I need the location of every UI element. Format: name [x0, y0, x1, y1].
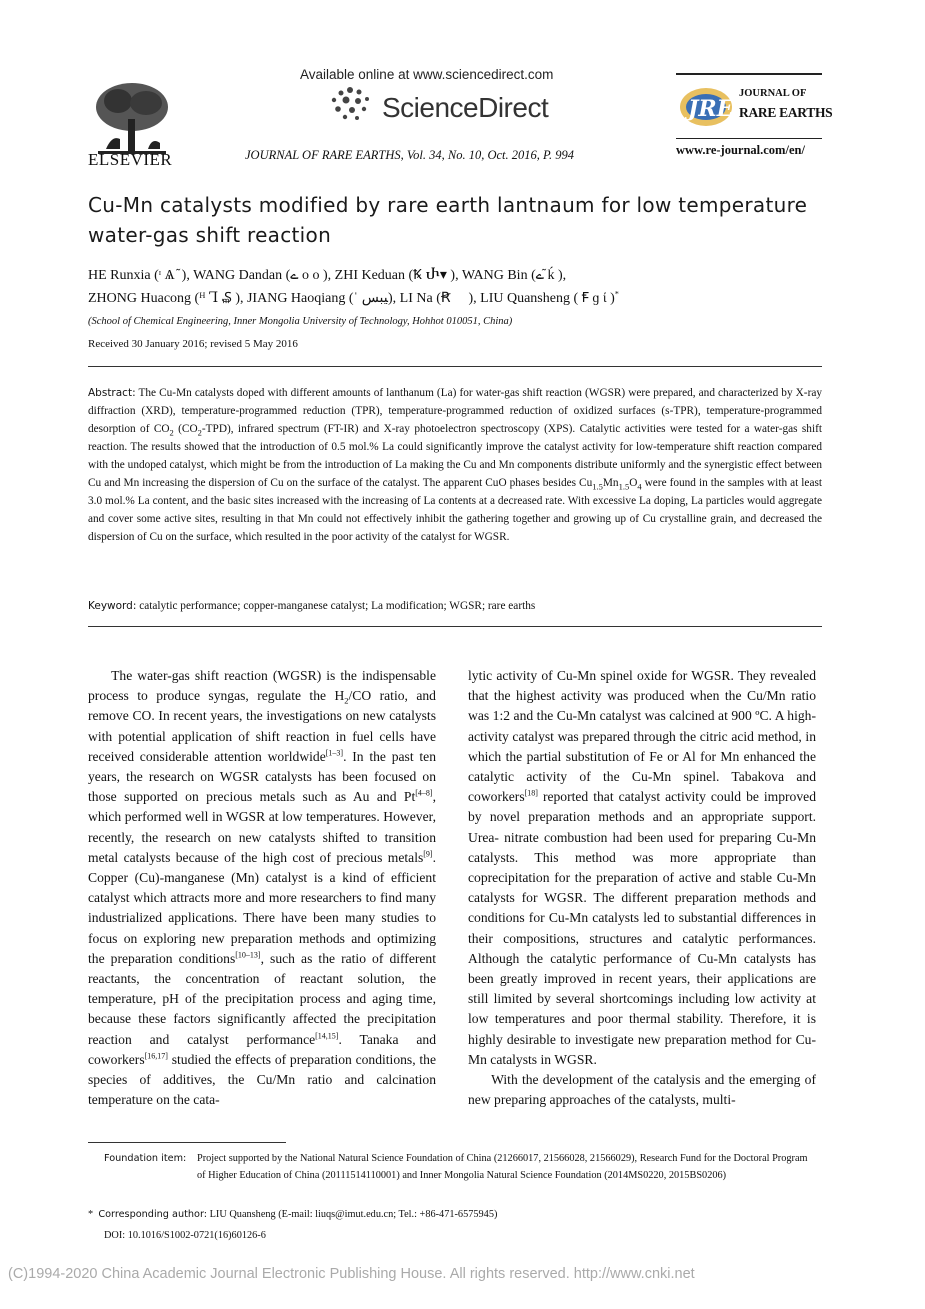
jre-title-line1: JOURNAL OF [739, 88, 807, 99]
corresponding-footnote [88, 1207, 802, 1224]
corresponding-mark: * [614, 289, 619, 299]
available-online-text: Available online at www.sciencedirect.com [300, 67, 554, 82]
header-rule [676, 73, 822, 75]
authors-line-1: HE Runxia (ᶦ Ѧ ᷉ ), WANG Dandan (ے ο ο ), ZHI Keduan (Ꝅ Ⴐ▾ ), WANG Bin (ے ᷉ḱ ), [88, 268, 567, 283]
citation-ref[interactable]: [18] [524, 788, 538, 798]
abstract-label: Abstract: [88, 387, 136, 399]
body-paragraph: With the development of the catalysis and the emerging of new preparing approaches of the catalysts, multi- [468, 1072, 816, 1108]
copyright-watermark: (C)1994-2020 China Academic Journal Electronic Publishing House. All rights reserved. http://www.cnki.net [8, 1266, 695, 1282]
paper-title: Cu-Mn catalysts modified by rare earth lantnaum for low temperature water-gas shift reaction [88, 193, 808, 247]
abstract-text: Mn [602, 477, 619, 489]
subscript: 4 [637, 481, 642, 492]
svg-text:JRE: JRE [688, 96, 734, 122]
journal-url: www.re-journal.com/en/ [676, 143, 805, 157]
abstract-top-rule [88, 366, 822, 367]
foundation-footnote [104, 1151, 818, 1184]
body-text: The water-gas shift reaction (WGSR) is the indispensable process to produce syngas, regulate the H [88, 668, 436, 704]
keywords [88, 600, 822, 612]
body-text: /CO ratio, and remove CO. In recent years, the investigations on new catalysts with potential application of shift reaction in fuel cells have received considerable attention worldwide [88, 688, 436, 764]
body-text: . Tanaka and coworkers [88, 1031, 436, 1067]
journal-citation-line: JOURNAL OF RARE EARTHS, Vol. 34, No. 10, Oct. 2016, P. 994 [245, 148, 575, 162]
subscript: 2 [169, 427, 174, 438]
body-text: . Copper (Cu)-manganese (Mn) catalyst is a kind of efficient catalyst which attracts more and more researchers to find many industrialized applications. There have been many studies to focus on exploring new preparation methods and optimizing the preparation conditions [88, 849, 436, 966]
keywords-text: catalytic performance; copper-manganese catalyst; La modification; WGSR; rare earths [139, 600, 536, 612]
body-paragraph [468, 666, 816, 1070]
citation-ref[interactable]: [16,17] [144, 1051, 168, 1061]
citation-ref[interactable]: [1–3] [325, 748, 344, 758]
body-text: reported that catalyst activity could be improved by novel preparation methods and an appropriate support. Urea- nitrate combustion had been used for preparing Cu-Mn catalysts. This method was more appropriate than coprecipitation for the preparation of active and stable Cu-Mn catalysts for WGSR. The different preparation methods and conditions for Cu-Mn catalysts led to substantial differences in their compositions, structures and catalytic performances. Although the catalytic performance of Cu-Mn catalysts has been greatly improved in recent years, their applications are still limited by several shortcomings including low activity at low temperatures and poor thermal stability. Therefore, it is highly desirable to investigate new preparation method for Cu-Mn catalysts in WGSR. [468, 789, 816, 1067]
foundation-text: Project supported by the National Natural Science Foundation of China (21266017, 21566028, 21566029), Research Fund for the Doctoral Program of Higher Education of China (20111514110001) and Inner Mongolia Natural Science Foundation (2014MS0220, 2015BS0206) [197, 1153, 808, 1181]
subscript: 1.5 [618, 481, 630, 492]
abstract [88, 384, 822, 546]
citation-ref[interactable]: [14,15] [315, 1031, 339, 1041]
abstract-text: The Cu-Mn catalysts doped with different amounts of lanthanum (La) for water-gas shift reaction (WGSR) were prepared, and characterized by X-ray diffraction (XRD), temperature-programmed reduction (TPR), temperature-programmed reduction of oxidized surfaces (s-TPR), temperature-programmed desorption of CO [88, 387, 822, 435]
footnote-rule [88, 1142, 286, 1143]
header-rule [676, 138, 822, 139]
subscript: 2 [344, 695, 349, 706]
abstract-text: were found in the samples with at least 3.0 mol.% La content, and the basic sites increased with the increasing of La contents at a decreased rate. With excessive La doping, La particles would aggregate and cover some active sites, resulting in that Mn could not effectively inhibit the gathering together and growing up of Cu crystalline grain, and decreased the dispersion of Cu on the surface, which resulted in the poor activity of the catalyst for WGSR. [88, 477, 822, 543]
corresponding-text: LIU Quansheng (E-mail: liuqs@imut.edu.cn; Tel.: +86-471-6575945) [209, 1209, 498, 1220]
corresponding-mark: * [88, 1209, 94, 1220]
body-text: , such as the ratio of different reactants, the concentration of reactant solution, the temperature, pH of the precipitation process and aging time, because these factors significantly affected the precipitation reaction and catalyst performance [88, 950, 436, 1047]
abstract-text: -TPD), infrared spectrum (FT-IR) and X-ray photoelectron spectroscopy (XPS). Catalytic activities were tested for a water-gas shift reaction. The results showed that the introduction of 0.5 mol.% La could significantly improve the catalyst activity for low-temperature shift reaction compared with the undoped catalyst, which might be from the introduction of La making the Cu and Mn components distribute uniformly and the synergistic effect between Cu and Mn increasing the dispersion of Cu on the surface of the catalyst. The apparent CuO phases besides Cu [88, 423, 822, 489]
abstract-text: (CO [173, 423, 198, 435]
abstract-bottom-rule [88, 626, 822, 627]
foundation-label: Foundation item: [104, 1153, 187, 1164]
doi[interactable]: DOI: 10.1016/S1002-0721(16)60126-6 [104, 1230, 266, 1241]
subscript: 2 [197, 427, 202, 438]
affiliation: (School of Chemical Engineering, Inner Mongolia University of Technology, Hohhot 010051, China) [88, 316, 513, 327]
jre-logo-icon [678, 86, 734, 128]
sciencedirect-dots-icon [328, 86, 372, 122]
body-text: studied the effects of preparation conditions, the species of additives, the Cu/Mn ratio and calcination temperature on the cata- [88, 1051, 436, 1108]
body-text: lytic activity of Cu-Mn spinel oxide for WGSR. They revealed that the highest activity was produced when the Cu/Mn ratio was 1:2 and the Cu-Mn catalyst was calcined at 900 ºC. A high-activity catalyst was prepared through the citric acid method, in which the partial substitution of Fe or Al for Mn enhanced the catalytic activity of the Cu-Mn spinel. Tabakova and coworkers [468, 668, 816, 805]
author-list [88, 264, 828, 310]
received-dates: Received 30 January 2016; revised 5 May 2016 [88, 338, 298, 350]
elsevier-wordmark: ELSEVIER [88, 150, 173, 169]
body-text: . In the past ten years, the research on WGSR catalysts has been focused on those supported on precious metals such as Au and Pt [88, 748, 436, 805]
abstract-text: O [629, 477, 638, 489]
corresponding-label: Corresponding author: [98, 1209, 208, 1220]
citation-ref[interactable]: [4–8] [415, 788, 433, 798]
keywords-label: Keyword: [88, 600, 137, 612]
body-paragraph [88, 666, 436, 1110]
jre-title-line2: RARE EARTHS [739, 105, 833, 120]
body-column-left [88, 666, 436, 1110]
subscript: 1.5 [592, 481, 603, 492]
body-column-right [468, 666, 816, 1110]
citation-ref[interactable]: [10–13] [235, 950, 261, 960]
authors-line-2: ZHONG Huacong (ᴴ Ꞁ ₷ ), JIANG Haoqiang (ˈ ﯿﺒﺲ), LI Na (Ꞧ ⃞ ), LIU Quansheng ( Ꞙ ɡ ί ) [88, 291, 615, 306]
citation-ref[interactable]: [9] [423, 849, 433, 859]
sciencedirect-wordmark: ScienceDirect [382, 92, 549, 123]
body-text: , which performed well in WGSR at low temperatures. However, recently, the research on new catalysts shifted to transition metal catalysts because of the high cost of precious metals [88, 789, 436, 865]
